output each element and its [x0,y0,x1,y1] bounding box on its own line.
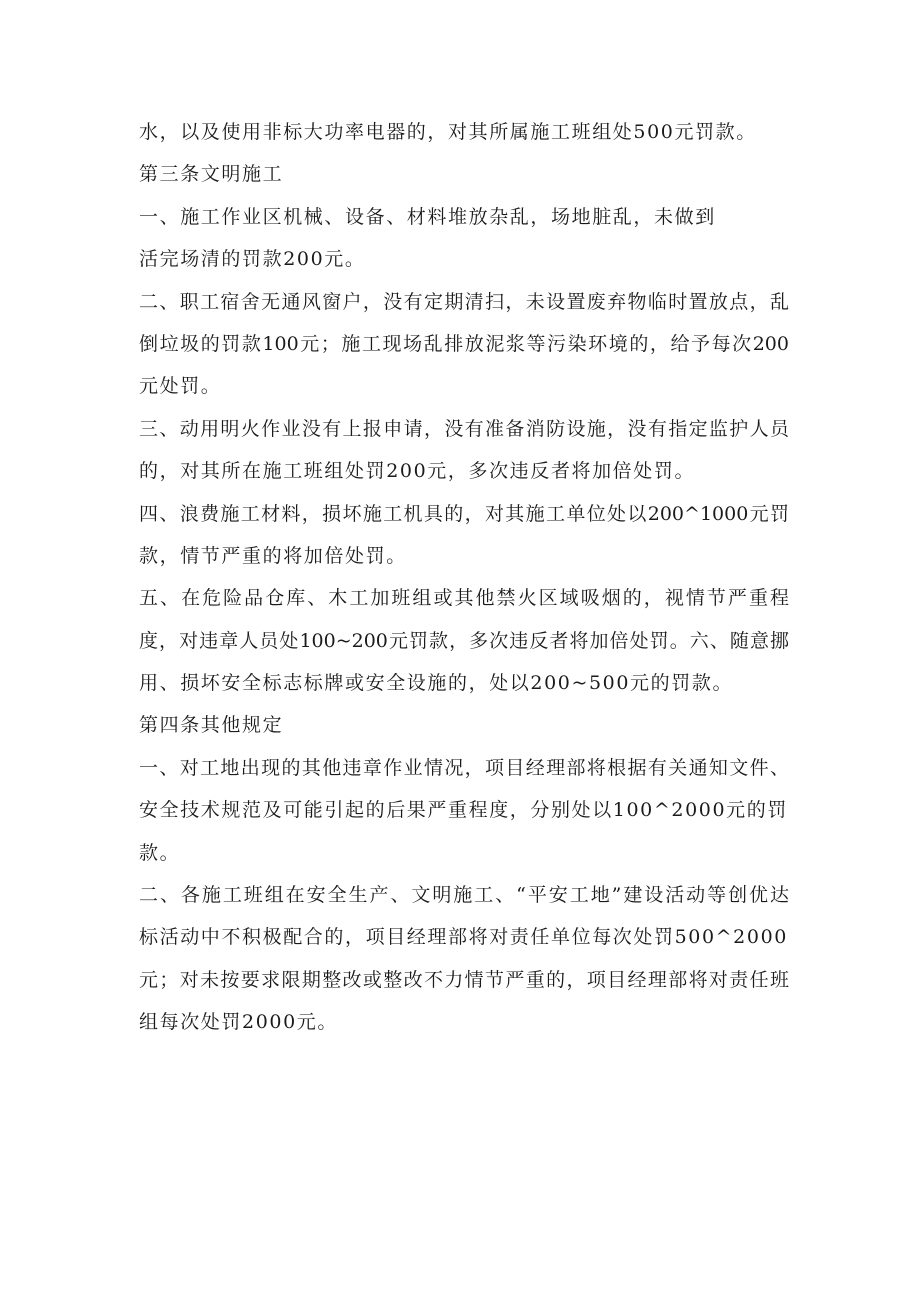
text-line: 三、动用明火作业没有上报申请，没有准备消防设施，没有指定监护人员 [139,417,789,440]
text-line: 安全技术规范及可能引起的后果严重程度，分别处以100^2000元的罚 [139,799,788,822]
text-line: 一、对工地出现的其他违章作业情况，项目经理部将根据有关通知文件、 [139,756,789,779]
text-line: 的，对其所在施工班组处罚200元，多次违反者将加倍处罚。 [139,460,696,483]
text-line: 水，以及使用非标大功率电器的，对其所属施工班组处500元罚款。 [139,121,757,143]
text-line: 款，情节严重的将加倍处罚。 [139,544,407,567]
text-line: 元；对未按要求限期整改或整改不力情节严重的，项目经理部将对责任班 [139,968,789,991]
text-line: 组每次处罚2000元。 [139,1011,338,1034]
text-line: 二、各施工班组在安全生产、文明施工、“平安工地”建设活动等创优达 [139,884,789,907]
section-heading: 第四条其他规定 [139,714,284,737]
text-line: 二、职工宿舍无通风窗户，没有定期清扫，未设置废弃物临时置放点，乱 [139,290,789,313]
document-body [139,113,789,1046]
text-line: 度，对违章人员处100~200元罚款，多次违反者将加倍处罚。六、随意挪 [139,629,789,652]
text-line: 元处罚。 [139,375,222,398]
text-line: 标活动中不积极配合的，项目经理部将对责任单位每次处罚500^2000 [139,926,788,949]
text-line: 倒垃圾的罚款100元；施工现场乱排放泥浆等污染环境的，给予每次200 [139,332,789,355]
text-line: 活完场清的罚款200元。 [139,248,366,271]
text-line: 款。 [139,841,181,864]
text-line: 一、施工作业区机械、设备、材料堆放杂乱，场地脏乱，未做到 [139,205,716,228]
text-line: 五、在危险品仓库、木工加班组或其他禁火区域吸烟的，视情节严重程 [139,587,789,610]
section-heading: 第三条文明施工 [139,163,284,186]
text-line: 用、损坏安全标志标牌或安全设施的，处以200~500元的罚款。 [139,672,734,695]
text-line: 四、浪费施工材料，损坏施工机具的，对其施工单位处以200^1000元罚 [139,502,789,525]
